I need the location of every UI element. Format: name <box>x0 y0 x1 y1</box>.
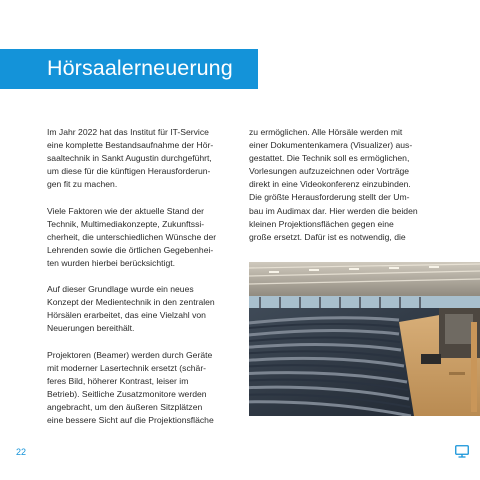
paragraph: Viele Faktoren wie der aktuelle Stand der Technik, Multimediakonzepte, Zukunftssi- cherheit, die unterschiedlichen Wünsche der Lehrenden sowie die örtlichen Gegebenhei- ten wurden hierbei berücksichtigt. <box>47 205 217 268</box>
page-number: 22 <box>16 447 27 457</box>
title-banner <box>0 49 258 89</box>
left-text-column <box>47 126 242 440</box>
lecture-hall-photo <box>249 262 480 416</box>
page-title: Hörsaalerneuerung <box>47 56 233 80</box>
right-text-column <box>249 126 449 257</box>
paragraph: Projektoren (Beamer) werden durch Geräte mit moderner Lasertechnik ersetzt (schär- feres Bild, höherer Kontrast, leiser im Betrieb). Seitliche Zusatzmonitore werden angebracht, um den äußeren Sitzplätzen eine bessere Sicht auf die Projektionsfläche <box>47 349 214 426</box>
monitor-icon[interactable] <box>455 445 469 458</box>
paragraph: Auf dieser Grundlage wurde ein neues Konzept der Medientechnik in den zentralen Hörsälen erarbeitet, das eine Vielzahl von Neuerungen bereithält. <box>47 284 215 334</box>
paragraph: Im Jahr 2022 hat das Institut für IT-Service eine komplette Bestandsaufnahme der Hör- saaltechnik in Sankt Augustin durchgeführt, um diese für die künftigen Herausforderun- gen fit zu machen. <box>47 127 214 190</box>
paragraph: zu ermöglichen. Alle Hörsäle werden mit einer Dokumentenkamera (Visualizer) aus- gestattet. Die Technik soll es ermöglichen, Vorlesungen aufzuzeichnen oder Vorträge direkt in eine Videokonferenz einzubinden. Die größte Herausforderung stellt der Um- bau im Audimax dar. Hier werden die beiden kleinen Projektionsflächen gegen eine große ersetzt. Dafür ist es notwendig, die <box>249 127 418 242</box>
